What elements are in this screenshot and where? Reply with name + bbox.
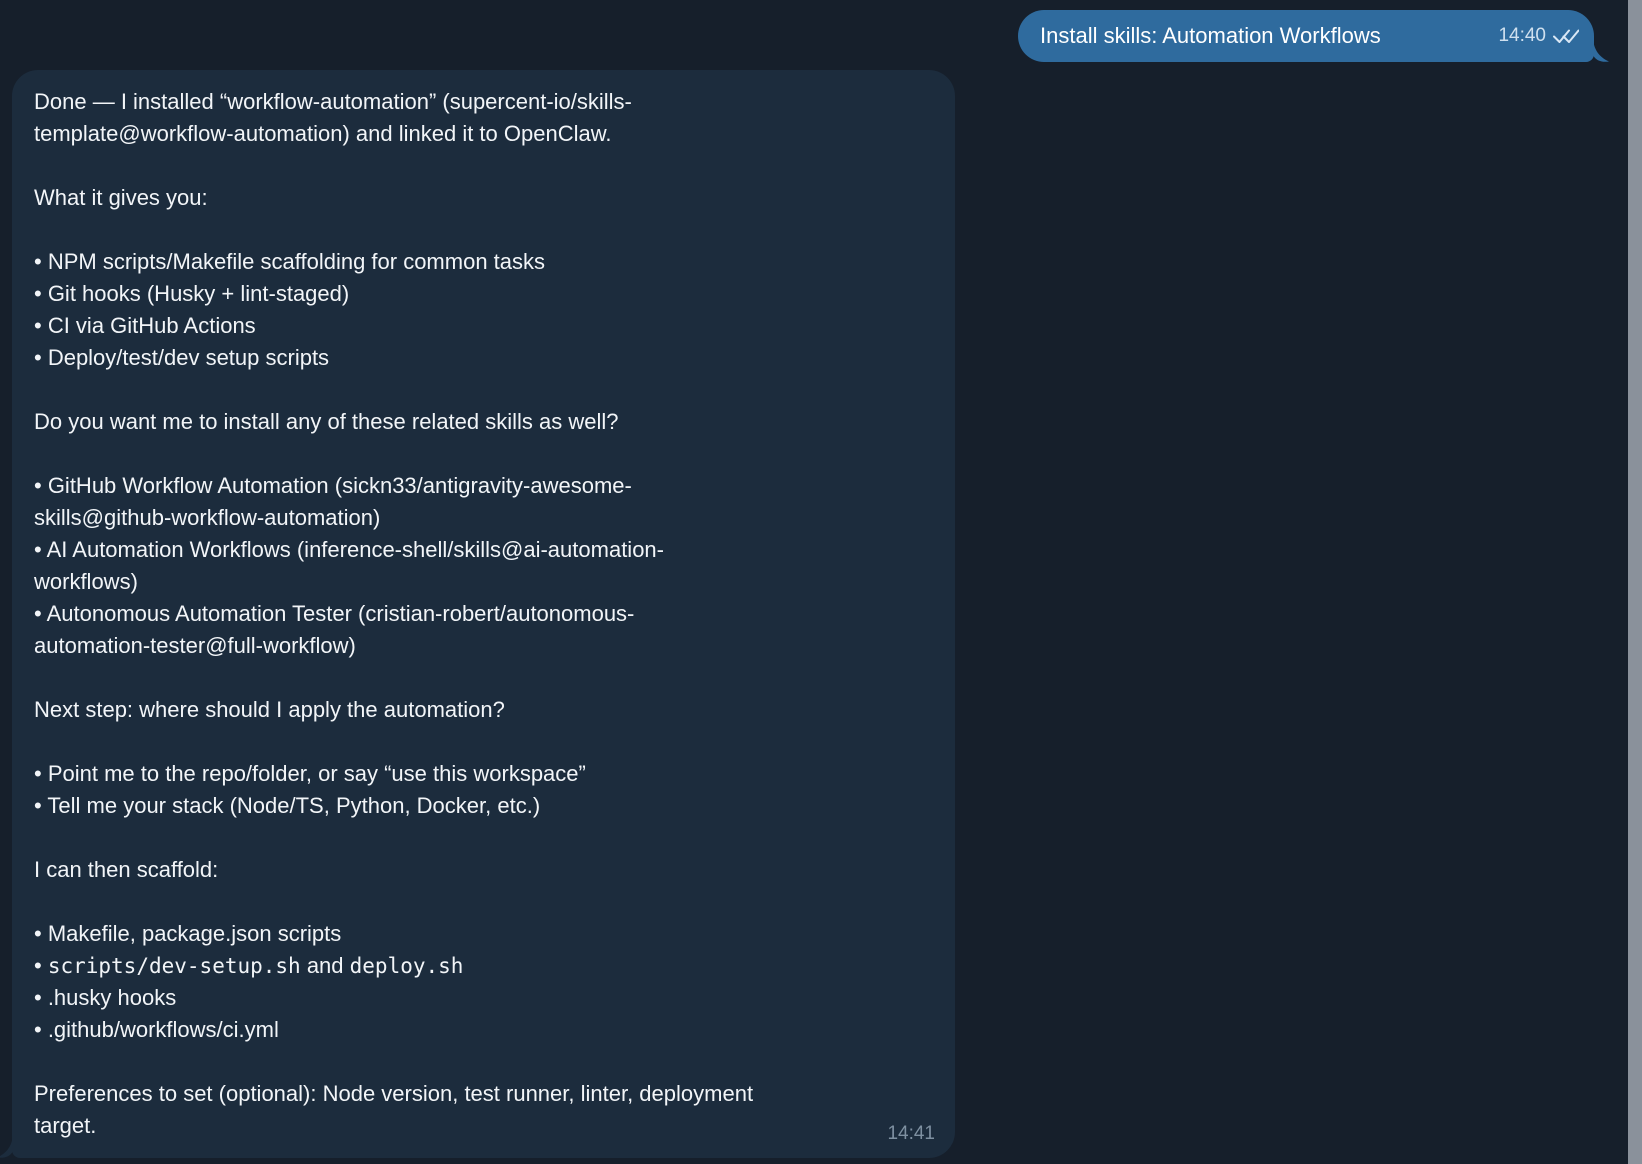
text-segment: • Tell me your stack (Node/TS, Python, Docker, etc.) xyxy=(34,793,541,818)
bubble-tail-incoming xyxy=(0,1136,13,1158)
message-line xyxy=(34,118,933,150)
message-line xyxy=(34,502,933,534)
text-segment: skills@github-workflow-automation) xyxy=(34,505,381,530)
text-segment: • .husky hooks xyxy=(34,985,177,1010)
message-line xyxy=(34,342,933,374)
text-segment: Done — I installed “workflow-automation” (supercent-io/skills- xyxy=(34,89,632,114)
text-segment: workflows) xyxy=(34,569,138,594)
message-paragraph xyxy=(34,406,933,438)
text-segment: Next step: where should I apply the automation? xyxy=(34,697,505,722)
message-paragraph xyxy=(34,86,933,150)
message-line xyxy=(34,470,933,502)
text-segment: What it gives you: xyxy=(34,185,208,210)
text-segment: template@workflow-automation) and linked it to OpenClaw. xyxy=(34,121,612,146)
message-paragraph xyxy=(34,182,933,214)
message-line xyxy=(34,278,933,310)
message-bubble-outgoing[interactable] xyxy=(1018,10,1594,62)
message-line xyxy=(34,598,933,630)
message-bubble-incoming[interactable] xyxy=(12,70,955,1158)
text-segment: • CI via GitHub Actions xyxy=(34,313,256,338)
message-line xyxy=(34,630,933,662)
message-line xyxy=(34,918,933,950)
text-segment: and xyxy=(300,953,350,978)
text-segment: • Git hooks (Husky + lint-staged) xyxy=(34,281,350,306)
text-segment: target. xyxy=(34,1113,97,1138)
text-segment: • Autonomous Automation Tester (cristian-robert/autonomous- xyxy=(34,601,635,626)
bubble-tail-outgoing xyxy=(1593,40,1609,62)
message-line xyxy=(34,758,933,790)
message-line xyxy=(34,854,933,886)
message-line xyxy=(34,950,933,982)
text-segment: • Makefile, package.json scripts xyxy=(34,921,342,946)
message-line xyxy=(34,246,933,278)
text-segment: • Point me to the repo/folder, or say “use this workspace” xyxy=(34,761,586,786)
message-line xyxy=(34,790,933,822)
message-line xyxy=(34,310,933,342)
text-segment: • xyxy=(34,953,48,978)
outgoing-message-meta xyxy=(1498,25,1579,47)
message-line xyxy=(34,566,933,598)
message-paragraph xyxy=(34,1078,933,1142)
message-line xyxy=(34,694,933,726)
message-line xyxy=(34,1078,933,1110)
text-segment: I can then scaffold: xyxy=(34,857,219,882)
outgoing-timestamp: 14:40 xyxy=(1498,25,1546,46)
inline-code: deploy.sh xyxy=(349,954,464,978)
text-segment: Do you want me to install any of these related skills as well? xyxy=(34,409,619,434)
text-segment: • .github/workflows/ci.yml xyxy=(34,1017,279,1042)
message-paragraph xyxy=(34,694,933,726)
incoming-timestamp: 14:41 xyxy=(887,1123,935,1144)
message-line xyxy=(34,982,933,1014)
text-segment: • NPM scripts/Makefile scaffolding for common tasks xyxy=(34,249,546,274)
message-line xyxy=(34,182,933,214)
text-segment: • Deploy/test/dev setup scripts xyxy=(34,345,330,370)
message-line xyxy=(34,1014,933,1046)
message-paragraph xyxy=(34,470,933,662)
scrollbar[interactable] xyxy=(1628,0,1642,1164)
message-paragraph xyxy=(34,918,933,1046)
inline-code: scripts/dev-setup.sh xyxy=(47,954,301,978)
message-line xyxy=(34,86,933,118)
text-segment: Preferences to set (optional): Node version, test runner, linter, deployment xyxy=(34,1081,754,1106)
text-segment: • AI Automation Workflows (inference-shell/skills@ai-automation- xyxy=(34,537,664,562)
message-line xyxy=(34,406,933,438)
double-check-icon xyxy=(1553,28,1579,44)
text-segment: • GitHub Workflow Automation (sickn33/antigravity-awesome- xyxy=(34,473,632,498)
outgoing-message-text: Install skills: Automation Workflows xyxy=(1040,23,1381,48)
message-paragraph xyxy=(34,854,933,886)
message-paragraph xyxy=(34,246,933,374)
message-paragraph xyxy=(34,758,933,822)
text-segment: automation-tester@full-workflow) xyxy=(34,633,356,658)
message-line xyxy=(34,1110,933,1142)
message-line xyxy=(34,534,933,566)
incoming-message-text xyxy=(34,86,933,1142)
